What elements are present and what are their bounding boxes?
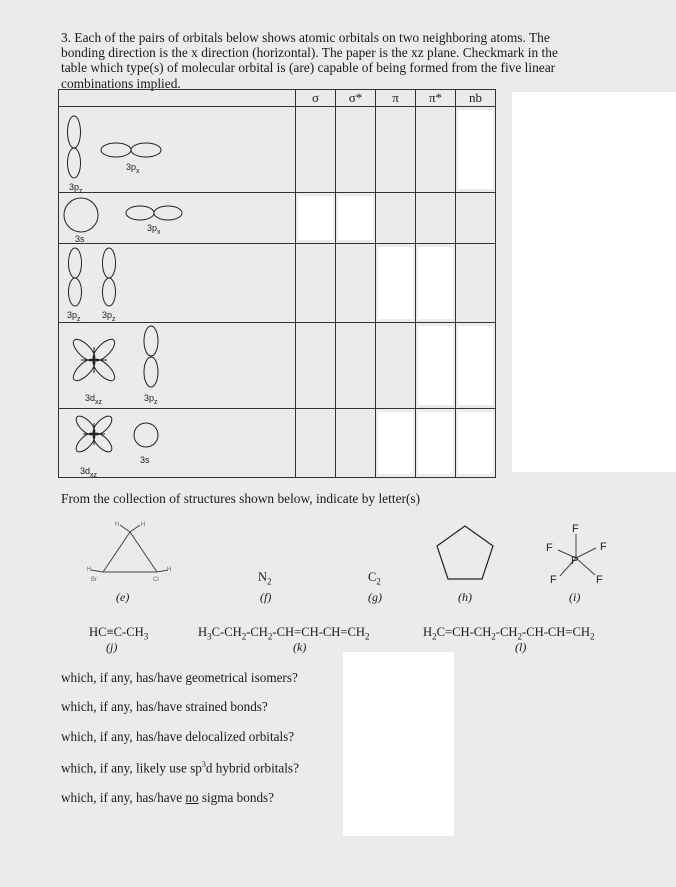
checkbox-pi[interactable] — [376, 244, 416, 323]
orbital-label: $3p_z$ — [102, 310, 116, 323]
orbital-diagram-cell — [59, 409, 296, 478]
checkbox-nb[interactable] — [456, 409, 496, 478]
atom-label: F — [572, 523, 579, 535]
checkbox-nb[interactable] — [456, 107, 496, 193]
orbital-label: $3p_x$ — [126, 162, 140, 175]
checkbox-pi-star[interactable] — [416, 193, 456, 244]
orbital-label: $3d_{xz}$ — [80, 466, 98, 478]
table-row — [59, 409, 496, 478]
structures-intro: From the collection of structures shown below, indicate by letter(s) — [61, 491, 421, 506]
blank-area-right — [512, 92, 676, 472]
structure-l-formula: $H_2C=CH-CH_2-CH_2-CH-CH=CH_2$ — [423, 625, 595, 642]
structure-label-k: (k) — [293, 640, 307, 654]
atom-label: F — [550, 574, 557, 586]
atom-label: H — [167, 567, 172, 573]
orbital-diagram-cell — [59, 323, 296, 409]
checkbox-pi-star[interactable] — [416, 244, 456, 323]
header-sigma: σ — [296, 90, 336, 107]
table-row — [59, 323, 496, 409]
checkbox-sigma-star[interactable] — [336, 107, 376, 193]
atom-label: F — [596, 574, 603, 586]
orbital-diagram-cell — [59, 107, 296, 193]
diagram-header — [59, 90, 296, 107]
structure-g-formula: $C_2$ — [368, 570, 381, 587]
answer-blank — [458, 110, 493, 189]
question-line: 3. Each of the pairs of orbitals below shows atomic orbitals on two neighboring atoms. The — [61, 30, 550, 45]
orbital-diagram-cell — [59, 244, 296, 323]
answer-blank — [418, 412, 453, 474]
checkbox-sigma[interactable] — [296, 193, 336, 244]
checkbox-sigma-star[interactable] — [336, 193, 376, 244]
structure-f-formula: $N_2$ — [258, 570, 272, 587]
orbital-table — [58, 89, 496, 478]
orbital-pair-diagram — [59, 323, 295, 409]
question-geometrical-isomers: which, if any, has/have geometrical isomers? — [61, 670, 298, 685]
structure-label-f: (f) — [260, 590, 272, 604]
checkbox-sigma-star[interactable] — [336, 244, 376, 323]
structure-label-h: (h) — [458, 590, 472, 604]
checkbox-sigma[interactable] — [296, 323, 336, 409]
structure-label-i: (i) — [569, 590, 581, 604]
orbital-pair-diagram — [59, 409, 295, 478]
answer-blank — [338, 196, 373, 240]
answer-blank — [458, 326, 493, 405]
atom-label: P — [571, 555, 579, 567]
question-line: combinations implied. — [61, 75, 181, 91]
structure-label-g: (g) — [368, 590, 382, 604]
orbital-label: $3p_z$ — [67, 310, 81, 323]
structure-i-diagram — [540, 520, 620, 590]
checkbox-sigma-star[interactable] — [336, 323, 376, 409]
atom-label: H — [87, 567, 92, 573]
structure-label-j: (j) — [106, 640, 118, 654]
question-sp3d-hybrid: which, if any, likely use $sp^3d$ hybrid orbitals? — [61, 760, 299, 776]
checkbox-pi[interactable] — [376, 193, 416, 244]
orbital-pair-diagram — [59, 107, 295, 193]
structure-h-pentagon — [432, 521, 498, 587]
orbital-label: $3d_{xz}$ — [85, 393, 103, 406]
atom-label: Br — [91, 577, 97, 583]
answer-blank — [378, 412, 413, 474]
blank-answer-area — [343, 652, 454, 836]
header-pi-star: π* — [416, 90, 456, 107]
atom-label: H — [141, 522, 146, 528]
orbital-label: $3p_z$ — [144, 393, 158, 406]
structure-label-l: (l) — [515, 640, 527, 654]
atom-label: Cl — [153, 577, 159, 583]
answer-blank — [418, 326, 453, 405]
checkbox-nb[interactable] — [456, 323, 496, 409]
structure-j-formula: $HC\equiv C-CH_3$ — [89, 625, 149, 642]
table-row — [59, 193, 496, 244]
table-row — [59, 107, 496, 193]
answer-blank — [418, 247, 453, 319]
answer-blank — [298, 196, 333, 240]
orbital-label: $3p_z$ — [69, 182, 83, 193]
question-line: table which type(s) of molecular orbital is (are) capable of being formed from the five linear — [61, 60, 556, 76]
orbital-label: 3s — [75, 234, 85, 244]
checkbox-pi-star[interactable] — [416, 409, 456, 478]
atom-label: F — [600, 541, 607, 553]
header-pi: π — [376, 90, 416, 107]
answer-blank — [378, 247, 413, 319]
checkbox-sigma[interactable] — [296, 107, 336, 193]
atom-label: F — [546, 542, 553, 554]
orbital-pair-diagram — [59, 244, 295, 323]
header-nb: nb — [456, 90, 496, 107]
table-row — [59, 244, 496, 323]
question-line: bonding direction is the x direction (horizontal). The paper is the xz plane. Checkmark in the — [61, 45, 558, 61]
checkbox-pi-star[interactable] — [416, 107, 456, 193]
checkbox-nb[interactable] — [456, 193, 496, 244]
orbital-diagram-cell — [59, 193, 296, 244]
checkbox-sigma[interactable] — [296, 244, 336, 323]
structure-label-e: (e) — [116, 590, 130, 604]
structure-e-diagram — [85, 520, 175, 595]
structure-k-formula: $H_3C-CH_2-CH_2-CH=CH-CH=CH_2$ — [198, 625, 370, 642]
checkbox-sigma[interactable] — [296, 409, 336, 478]
question-text — [61, 30, 621, 91]
checkbox-pi[interactable] — [376, 107, 416, 193]
checkbox-nb[interactable] — [456, 244, 496, 323]
orbital-label: $3p_x$ — [147, 223, 161, 236]
checkbox-pi[interactable] — [376, 323, 416, 409]
question-delocalized-orbitals: which, if any, has/have delocalized orbitals? — [61, 729, 295, 744]
header-sigma-star: σ* — [336, 90, 376, 107]
atom-label: H — [115, 522, 120, 528]
orbital-pair-diagram — [59, 193, 295, 244]
checkbox-sigma-star[interactable] — [336, 409, 376, 478]
question-no-sigma-bonds: which, if any, has/have no sigma bonds? — [61, 790, 275, 805]
question-strained-bonds: which, if any, has/have strained bonds? — [61, 699, 268, 714]
orbital-label: 3s — [140, 455, 150, 465]
answer-blank — [458, 412, 493, 474]
checkbox-pi[interactable] — [376, 409, 416, 478]
table-header-row — [59, 90, 496, 107]
checkbox-pi-star[interactable] — [416, 323, 456, 409]
